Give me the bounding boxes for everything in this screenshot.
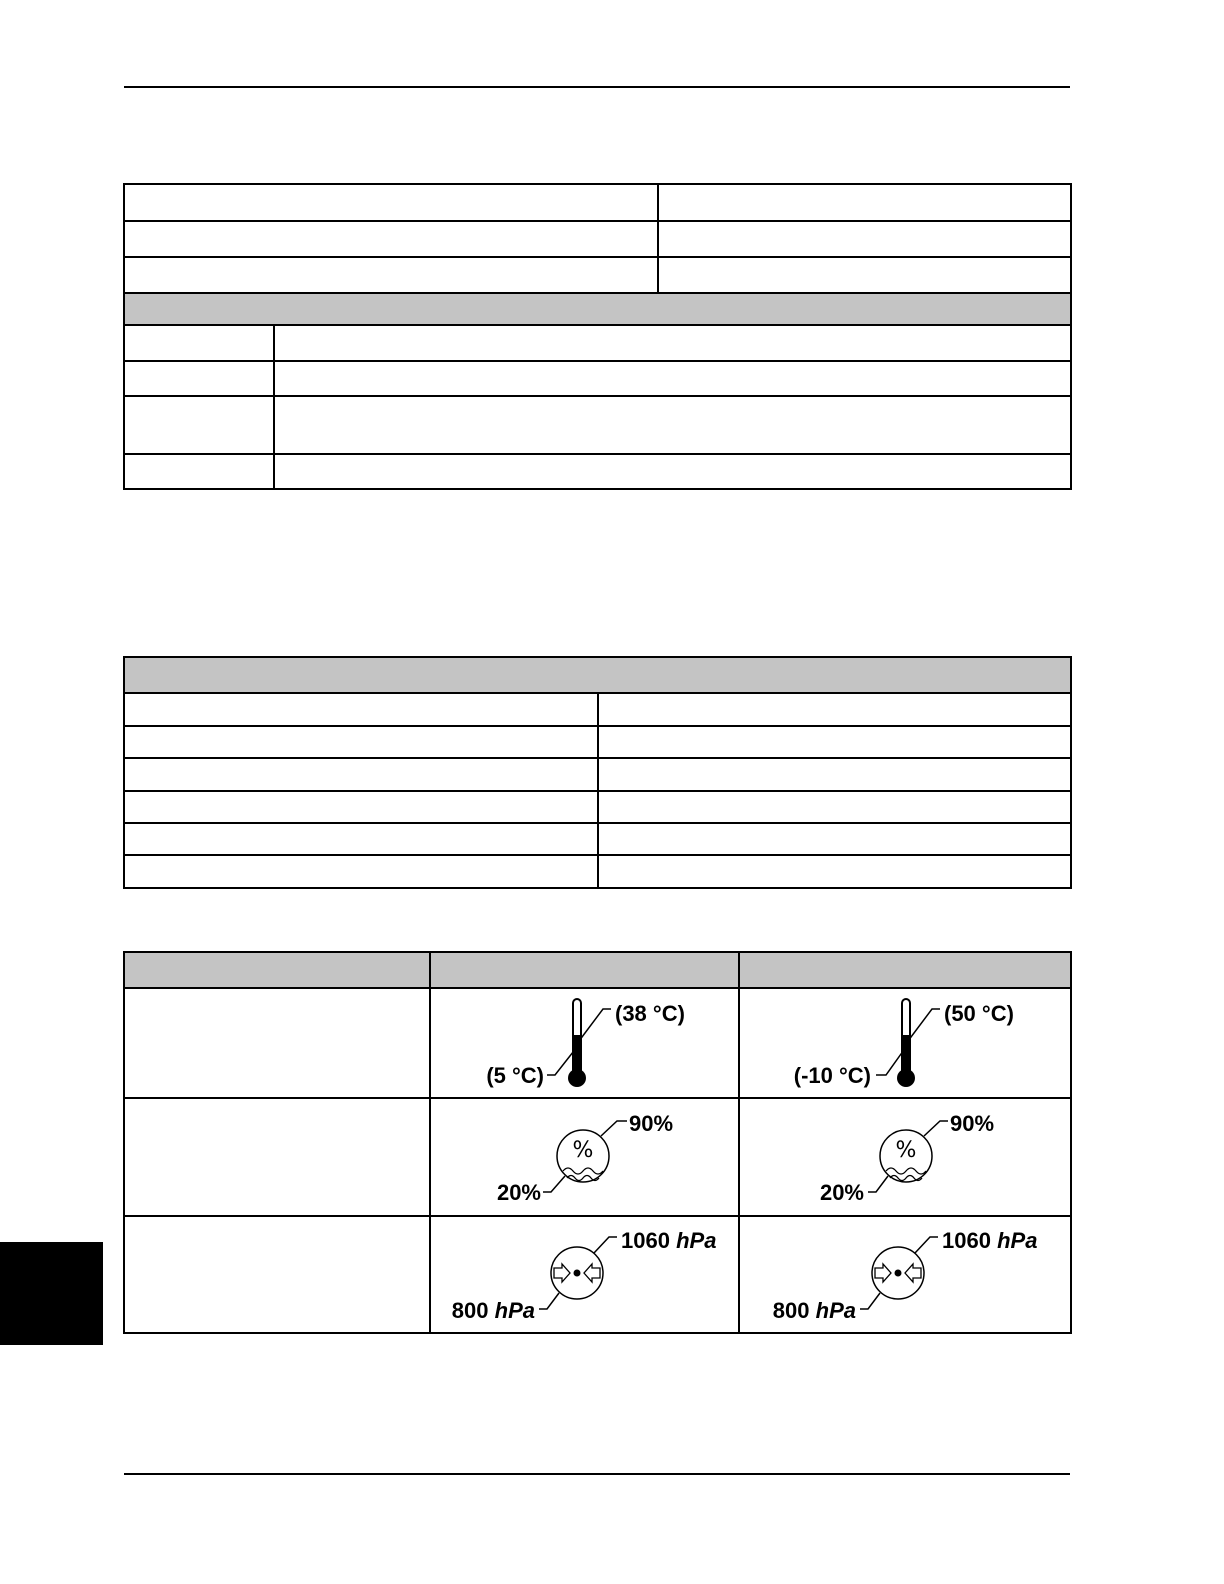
table-row [124, 693, 1071, 726]
table-row [124, 184, 1071, 221]
table-row [124, 855, 1071, 888]
svg-text:%: % [572, 1138, 594, 1163]
humidity-storage-low: 20% [819, 1180, 864, 1205]
chapter-tab [0, 1242, 103, 1345]
specifications-table [123, 183, 1072, 490]
temperature-storage-low: (-10 °C) [793, 1063, 871, 1088]
pressure-operating-cell [430, 1216, 739, 1333]
svg-text:%: % [895, 1138, 917, 1163]
humidity-operating-high: 90% [629, 1111, 674, 1136]
table-row [124, 396, 1071, 454]
pressure-storage-cell [739, 1216, 1071, 1333]
humidity-operating-cell [430, 1098, 739, 1216]
table-row [124, 325, 1071, 361]
table-header-row [124, 657, 1071, 693]
pressure-row [124, 1216, 1071, 1333]
humidity-storage-cell [739, 1098, 1071, 1216]
temperature-operating-cell [430, 988, 739, 1098]
thermometer-icon [740, 989, 1068, 1097]
table-row [124, 758, 1071, 791]
pressure-operating-low: 800 hPa [451, 1298, 535, 1323]
pressure-icon [740, 1217, 1068, 1332]
table-row [124, 726, 1071, 758]
table-row [124, 823, 1071, 855]
humidity-icon [431, 1099, 736, 1215]
temperature-operating-high: (38 °C) [615, 1001, 685, 1026]
pressure-operating-high: 1060 hPa [621, 1228, 717, 1253]
table-header-row [124, 952, 1071, 988]
environment-table [123, 951, 1072, 1334]
footer-rule [124, 1473, 1070, 1475]
thermometer-icon [431, 989, 736, 1097]
temperature-storage-high: (50 °C) [944, 1001, 1014, 1026]
header-rule [124, 86, 1070, 88]
humidity-operating-low: 20% [496, 1180, 541, 1205]
pressure-storage-high: 1060 hPa [942, 1228, 1038, 1253]
table-row [124, 454, 1071, 489]
temperature-row [124, 988, 1071, 1098]
table-row [124, 221, 1071, 257]
pressure-icon [431, 1217, 736, 1332]
humidity-icon [740, 1099, 1068, 1215]
table-section-header [124, 293, 1071, 325]
temperature-operating-low: (5 °C) [486, 1063, 544, 1088]
properties-table [123, 656, 1072, 889]
table-row [124, 257, 1071, 293]
humidity-storage-high: 90% [950, 1111, 995, 1136]
table-row [124, 791, 1071, 823]
pressure-storage-low: 800 hPa [772, 1298, 856, 1323]
table-row [124, 361, 1071, 396]
temperature-storage-cell [739, 988, 1071, 1098]
humidity-row [124, 1098, 1071, 1216]
